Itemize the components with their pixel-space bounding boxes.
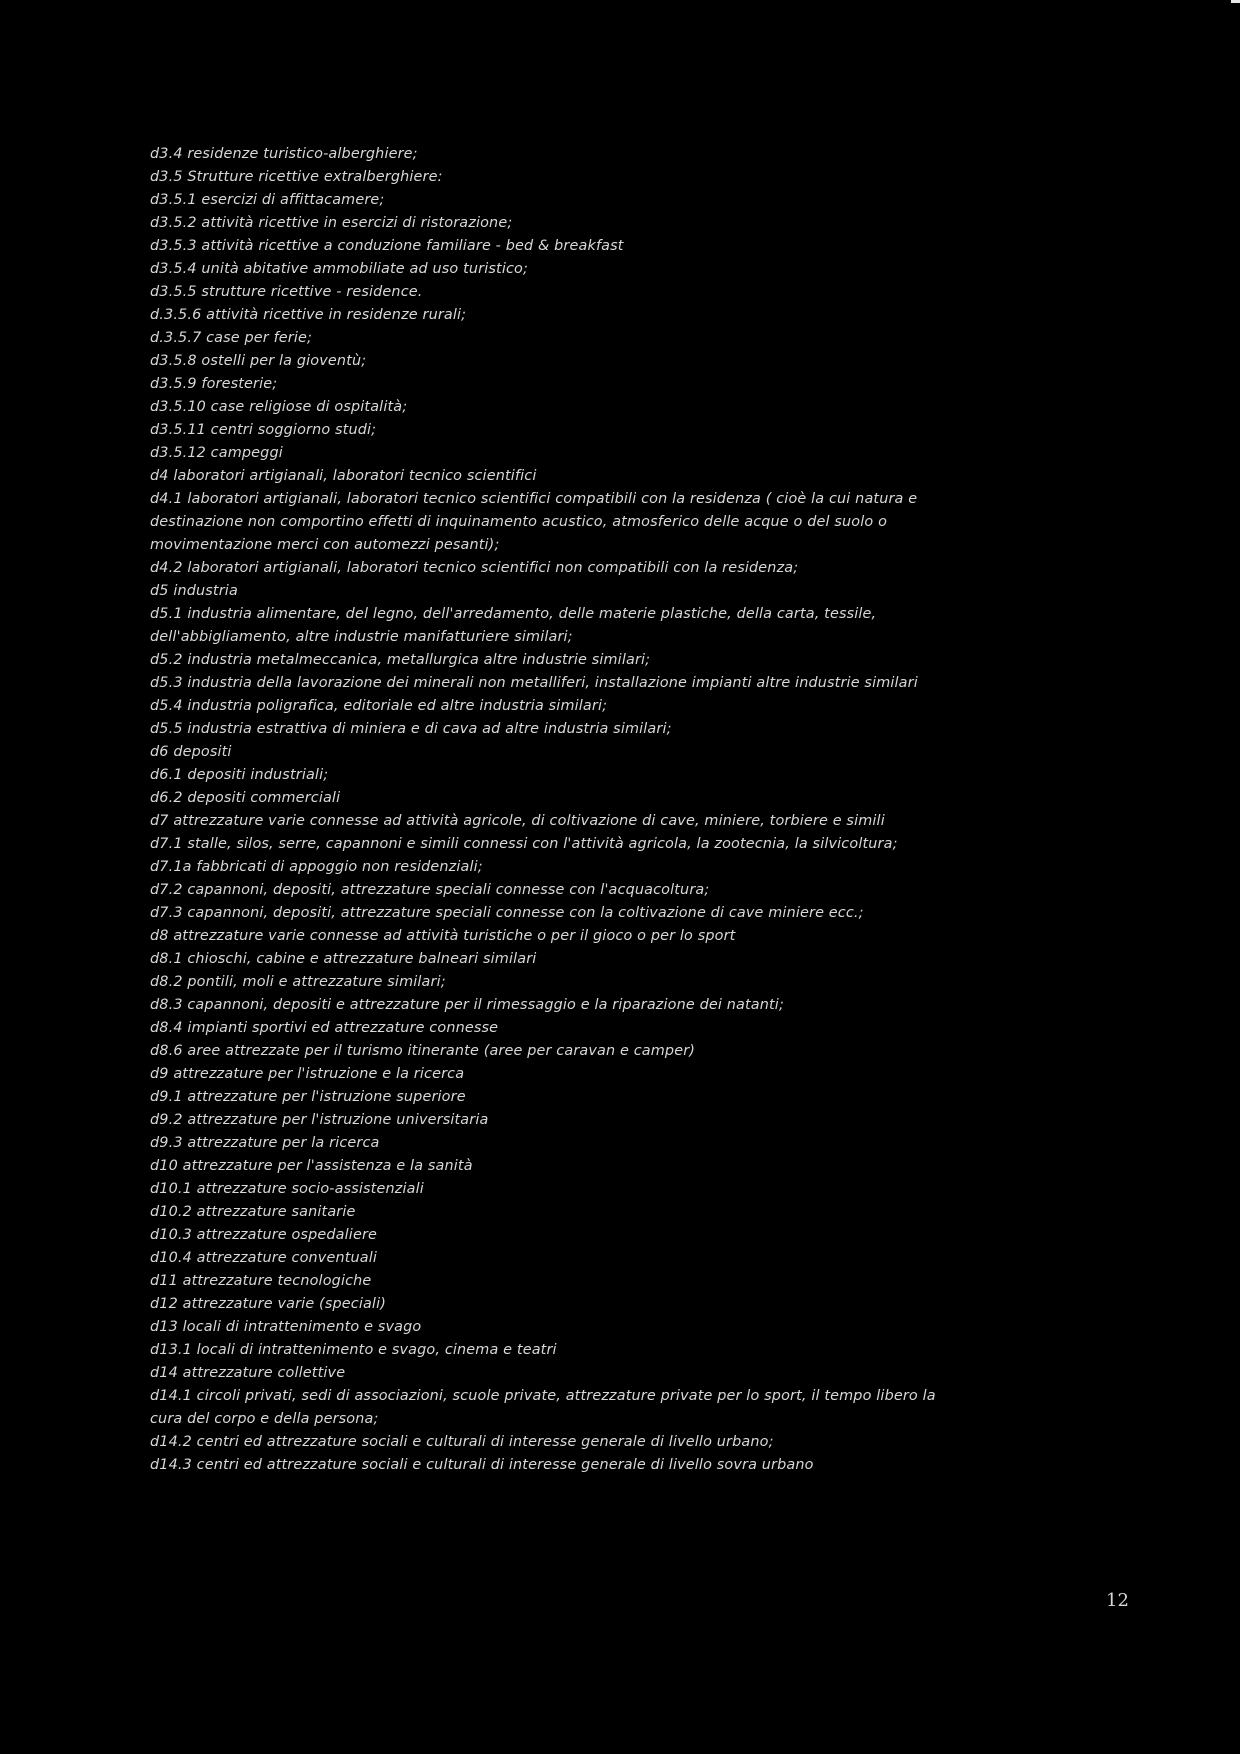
text-line: dell'abbigliamento, altre industrie manifatturiere similari;	[150, 629, 573, 645]
text-line: d3.5.5 strutture ricettive - residence.	[150, 284, 423, 300]
text-line: d8.3 capannoni, depositi e attrezzature per il rimessaggio e la riparazione dei natanti;	[150, 997, 784, 1013]
text-line: d5 industria	[150, 583, 238, 599]
text-line: d8.6 aree attrezzate per il turismo itinerante (aree per caravan e camper)	[150, 1043, 696, 1059]
scan-corner-mark	[1231, 0, 1240, 3]
text-line: d14 attrezzature collettive	[150, 1365, 346, 1381]
text-line: d3.5.10 case religiose di ospitalità;	[150, 399, 408, 415]
text-line: d4.1 laboratori artigianali, laboratori tecnico scientifici compatibili con la residenza ( cioè la cui natura e	[150, 491, 918, 507]
text-line: d3.5.3 attività ricettive a conduzione familiare - bed & breakfast	[150, 238, 624, 254]
text-line: d13.1 locali di intrattenimento e svago, cinema e teatri	[150, 1342, 557, 1358]
text-line: d10 attrezzature per l'assistenza e la sanità	[150, 1158, 473, 1174]
text-line: d14.3 centri ed attrezzature sociali e culturali di interesse generale di livello sovra urbano	[150, 1457, 814, 1473]
text-line: d12 attrezzature varie (speciali)	[150, 1296, 386, 1312]
text-line: d3.5.12 campeggi	[150, 445, 283, 461]
text-line: d5.5 industria estrattiva di miniera e di cava ad altre industria similari;	[150, 721, 672, 737]
text-line: d5.3 industria della lavorazione dei minerali non metalliferi, installazione impianti altre industrie similari	[150, 675, 918, 691]
text-line: d11 attrezzature tecnologiche	[150, 1273, 372, 1289]
text-line: d6.2 depositi commerciali	[150, 790, 341, 806]
text-line: d9.3 attrezzature per la ricerca	[150, 1135, 380, 1151]
text-line: d3.5.4 unità abitative ammobiliate ad uso turistico;	[150, 261, 528, 277]
text-line: d8.2 pontili, moli e attrezzature similari;	[150, 974, 446, 990]
text-line: d3.5.8 ostelli per la gioventù;	[150, 353, 367, 369]
text-line: d9.2 attrezzature per l'istruzione universitaria	[150, 1112, 489, 1128]
text-line: d4 laboratori artigianali, laboratori tecnico scientifici	[150, 468, 537, 484]
text-line: d6.1 depositi industriali;	[150, 767, 329, 783]
text-line: d7.1 stalle, silos, serre, capannoni e simili connessi con l'attività agricola, la zootecnia, la silvicoltura;	[150, 836, 898, 852]
text-line: d10.3 attrezzature ospedaliere	[150, 1227, 378, 1243]
text-line: d8.1 chioschi, cabine e attrezzature balneari similari	[150, 951, 537, 967]
text-line: d3.5.1 esercizi di affittacamere;	[150, 192, 385, 208]
text-line: d7 attrezzature varie connesse ad attività agricole, di coltivazione di cave, miniere, torbiere e simili	[150, 813, 885, 829]
classification-list	[150, 143, 1090, 1477]
text-line: d10.2 attrezzature sanitarie	[150, 1204, 356, 1220]
text-line: d10.4 attrezzature conventuali	[150, 1250, 378, 1266]
text-line: d8.4 impianti sportivi ed attrezzature connesse	[150, 1020, 499, 1036]
page-number: 12	[1106, 1590, 1129, 1611]
text-line: d8 attrezzature varie connesse ad attività turistiche o per il gioco o per lo sport	[150, 928, 736, 944]
text-line: d6 depositi	[150, 744, 232, 760]
text-line: d7.2 capannoni, depositi, attrezzature speciali connesse con l'acquacoltura;	[150, 882, 710, 898]
text-line: destinazione non comportino effetti di inquinamento acustico, atmosferico delle acque o del suolo o	[150, 514, 888, 530]
text-line: cura del corpo e della persona;	[150, 1411, 379, 1427]
text-line: d13 locali di intrattenimento e svago	[150, 1319, 422, 1335]
text-line: d3.5.2 attività ricettive in esercizi di ristorazione;	[150, 215, 513, 231]
text-line: movimentazione merci con automezzi pesanti);	[150, 537, 500, 553]
text-line: d.3.5.6 attività ricettive in residenze rurali;	[150, 307, 467, 323]
text-line: d9.1 attrezzature per l'istruzione superiore	[150, 1089, 466, 1105]
text-line: d14.1 circoli privati, sedi di associazioni, scuole private, attrezzature private per lo sport, il tempo libero la	[150, 1388, 936, 1404]
text-line: d3.5.11 centri soggiorno studi;	[150, 422, 377, 438]
text-line: d4.2 laboratori artigianali, laboratori tecnico scientifici non compatibili con la residenza;	[150, 560, 799, 576]
text-line: d7.3 capannoni, depositi, attrezzature speciali connesse con la coltivazione di cave miniere ecc.;	[150, 905, 864, 921]
text-line: d9 attrezzature per l'istruzione e la ricerca	[150, 1066, 465, 1082]
text-line: d3.5 Strutture ricettive extralberghiere:	[150, 169, 443, 185]
text-line: d5.2 industria metalmeccanica, metallurgica altre industrie similari;	[150, 652, 651, 668]
text-line: d3.5.9 foresterie;	[150, 376, 278, 392]
text-line: d5.1 industria alimentare, del legno, dell'arredamento, delle materie plastiche, della carta, tessile,	[150, 606, 877, 622]
text-line: d14.2 centri ed attrezzature sociali e culturali di interesse generale di livello urbano;	[150, 1434, 774, 1450]
text-line: d3.4 residenze turistico-alberghiere;	[150, 146, 418, 162]
text-line: d5.4 industria poligrafica, editoriale ed altre industria similari;	[150, 698, 608, 714]
text-line: d10.1 attrezzature socio-assistenziali	[150, 1181, 424, 1197]
text-line: d.3.5.7 case per ferie;	[150, 330, 313, 346]
text-line: d7.1a fabbricati di appoggio non residenziali;	[150, 859, 483, 875]
